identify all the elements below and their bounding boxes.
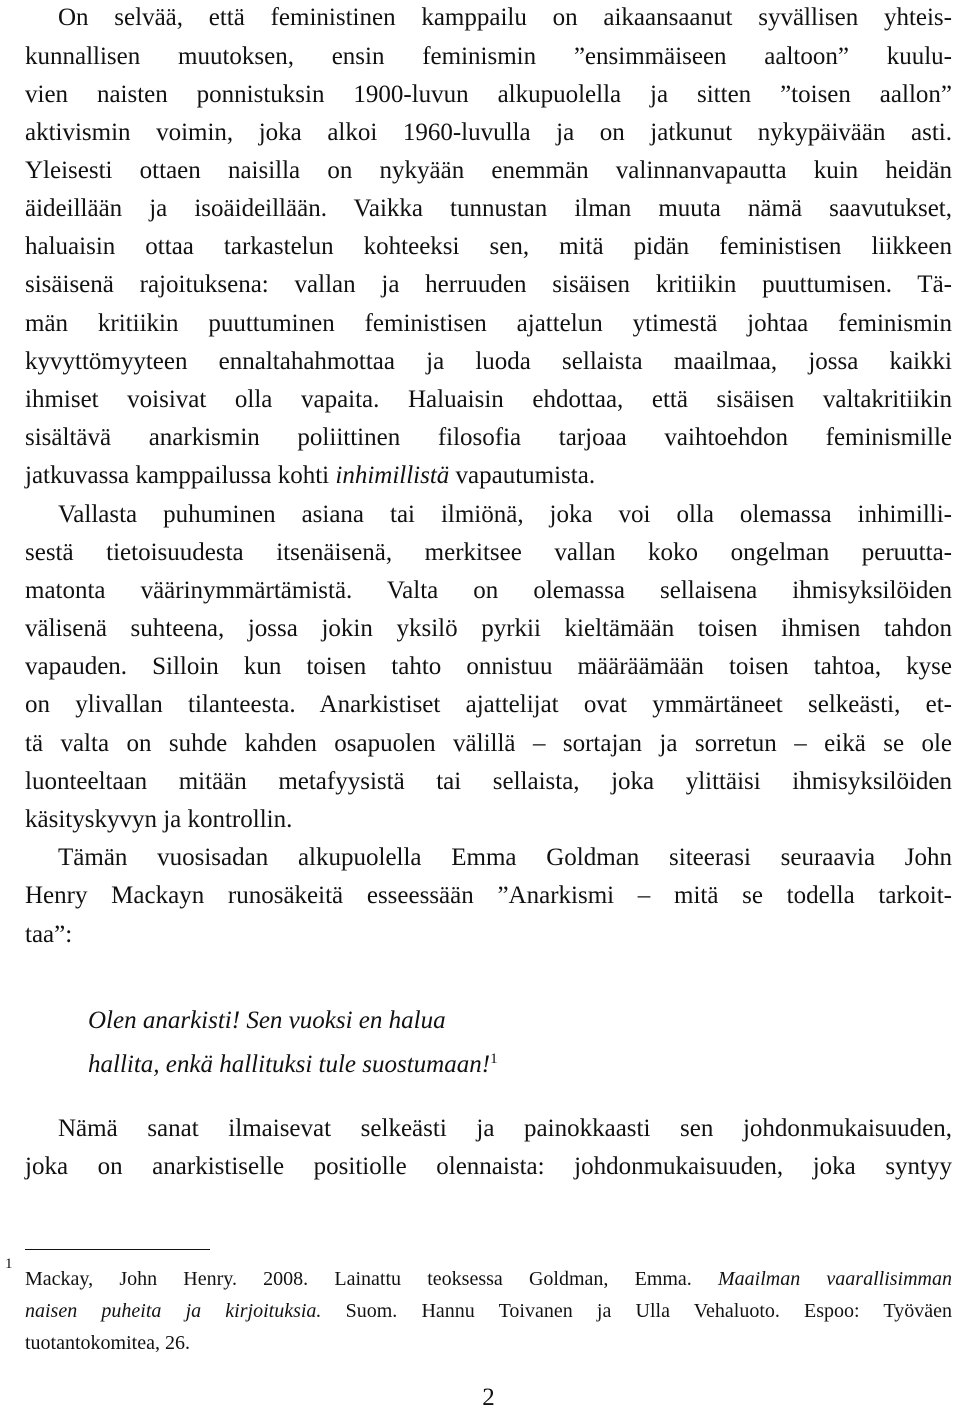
footnote-text: Suom. Hannu Toivanen ja Ulla Vehaluoto. Espoo: Työväen: [321, 1300, 953, 1322]
body-text-line: Henry Mackayn runosäkeitä esseessään ”Anarkismi – mitä se todella tarkoit-: [25, 882, 952, 909]
footnote-divider: [25, 1249, 210, 1250]
body-text-line: sisäisenä rajoituksena: vallan ja herruuden sisäisen kritiikin puuttumisen. Tä-: [25, 271, 952, 298]
body-text-line: joka on anarkistiselle positiolle olennaista: johdonmukaisuuden, joka syntyy: [25, 1153, 952, 1180]
footnote-title: naisen puheita ja kirjoituksia.: [25, 1300, 322, 1322]
body-text-line: on ylivallan tilanteesta. Anarkistiset ajattelijat ovat ymmärtäneet selkeästi, et-: [25, 691, 952, 718]
verse-quote-text: hallita, enkä hallituksi tule suostumaan!: [88, 1051, 491, 1078]
body-text-line: tä valta on suhde kahden osapuolen välillä – sortajan ja sorretun – eikä se ole: [25, 730, 952, 757]
body-text-line: käsityskyvyn ja kontrollin.: [25, 806, 293, 833]
footnote-line: [25, 1298, 952, 1324]
body-text-line: vapauden. Silloin kun toisen tahto onnistuu määräämään toisen tahtoa, kyse: [25, 653, 952, 680]
body-text-line: välisenä suhteena, jossa jokin yksilö pyrkii kieltämään toisen ihmisen tahdon: [25, 615, 952, 642]
footnote-line: tuotantokomitea, 26.: [25, 1332, 190, 1354]
body-text-line: sestä tietoisuudesta itsenäisenä, merkitsee vallan koko ongelman peruutta-: [25, 539, 952, 566]
body-text-line: Vallasta puhuminen asiana tai ilmiönä, joka voi olla olemassa inhimilli-: [58, 501, 952, 528]
footnote-line: [25, 1266, 952, 1292]
body-text-line: ihmiset voisivat olla vapaita. Haluaisin ehdottaa, että sisäisen valtakritiikin: [25, 386, 952, 413]
body-text: vapautumista.: [449, 462, 596, 489]
page-number: 2: [482, 1384, 495, 1411]
verse-quote-line: Olen anarkisti! Sen vuoksi en halua: [88, 1007, 446, 1034]
body-text-line: Nämä sanat ilmaisevat selkeästi ja painokkaasti sen johdonmukaisuuden,: [58, 1115, 952, 1142]
body-text-line: aktivismin voimin, joka alkoi 1960-luvulla ja on jatkunut nykypäivään asti.: [25, 119, 952, 146]
body-text-line: Tämän vuosisadan alkupuolella Emma Goldman siteerasi seuraavia John: [58, 844, 952, 871]
body-text-line: äideillään ja isoäideillään. Vaikka tunnustan ilman muuta nämä saavutukset,: [25, 195, 952, 222]
body-text-line: Yleisesti ottaen naisilla on nykyään enemmän valinnanvapautta kuin heidän: [25, 157, 952, 184]
body-text-line: On selvää, että feministinen kamppailu on aikaansaanut syvällisen yhteis-: [58, 4, 952, 31]
body-text-line: sisältävä anarkismin poliittinen filosofia tarjoaa vaihtoehdon feminismille: [25, 424, 952, 451]
emphasized-text: inhimillistä: [335, 462, 450, 489]
body-text: jatkuvassa kamppailussa kohti: [25, 462, 336, 489]
body-text-line: män kritiikin puuttuminen feministisen ajattelun ytimestä johtaa feminismin: [25, 310, 952, 337]
footnote-reference[interactable]: 1: [490, 1051, 498, 1067]
body-text-line: taa”:: [25, 921, 73, 948]
verse-quote-line: [88, 1044, 498, 1080]
body-text-line: haluaisin ottaa tarkastelun kohteeksi sen, mitä pidän feministisen liikkeen: [25, 233, 952, 260]
footnote-title: Maailman vaarallisimman: [718, 1268, 952, 1290]
body-text-line: kunnallisen muutoksen, ensin feminismin ”ensimmäiseen aaltoon” kuulu-: [25, 43, 952, 70]
body-text-line: kyvyttömyyteen ennaltahahmottaa ja luoda sellaista maailmaa, jossa kaikki: [25, 348, 952, 375]
body-text-line: matonta väärinymmärtämistä. Valta on olemassa sellaisena ihmisyksilöiden: [25, 577, 952, 604]
body-text-line: vien naisten ponnistuksin 1900-luvun alkupuolella ja sitten ”toisen aallon”: [25, 81, 952, 108]
footnote-text: Mackay, John Henry. 2008. Lainattu teoksessa Goldman, Emma.: [25, 1268, 719, 1290]
footnote-marker: 1: [5, 1256, 13, 1272]
body-text-line: luonteeltaan mitään metafyysistä tai sellaista, joka ylittäisi ihmisyksilöiden: [25, 768, 952, 795]
body-text-line: [25, 461, 595, 491]
